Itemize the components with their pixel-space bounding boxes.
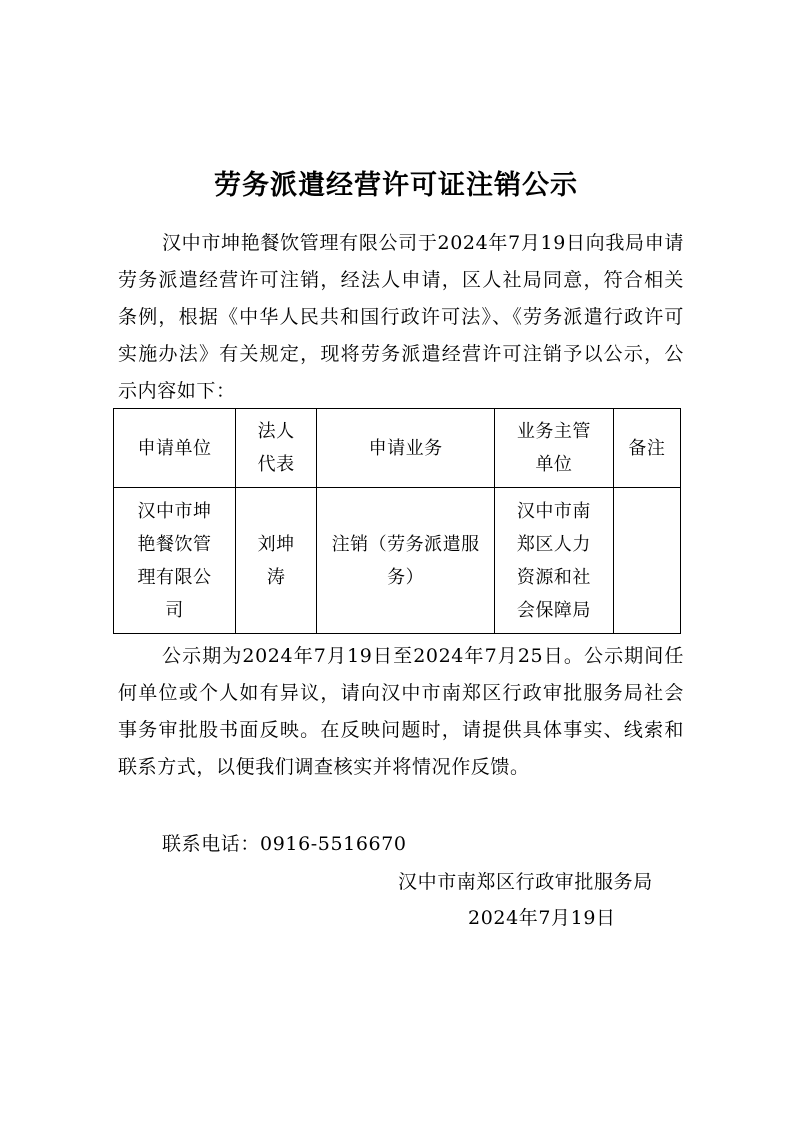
document-title: 劳务派遣经营许可证注销公示: [214, 170, 578, 201]
intro-paragraph: 汉中市坤艳餐饮管理有限公司于2024年7月19日向我局申请劳务派遣经营许可注销，经法人申请，区人社局同意，符合相关条例，根据《中华人民共和国行政许可法》、《劳务派遣行政许可实施办法》有关规定，现将劳务派遣经营许可注销予以公示，公示内容如下：: [118, 232, 684, 402]
header-applicant: 申请单位: [114, 409, 236, 488]
cell-remarks: [613, 488, 680, 634]
header-business: 申请业务: [317, 409, 495, 488]
info-table: [113, 408, 681, 634]
notice-paragraph: 公示期为2024年7月19日至2024年7月25日。公示期间任何单位或个人如有异议，请向汉中市南郑区行政审批服务局社会事务审批股书面反映。在反映问题时，请提供具体事实、线索和联系方式，以便我们调查核实并将情况作反馈。: [118, 645, 684, 778]
signature-org: 汉中市南郑区行政审批服务局: [398, 871, 653, 893]
header-legal-rep: 法人代表: [236, 409, 317, 488]
cell-business: 注销（劳务派遣服务）: [317, 488, 495, 634]
header-authority: 业务主管单位: [494, 409, 613, 488]
cell-authority: 汉中市南郑区人力资源和社会保障局: [494, 488, 613, 634]
table-row: [114, 488, 681, 634]
cell-applicant: 汉中市坤艳餐饮管理有限公司: [114, 488, 236, 634]
header-remarks: 备注: [613, 409, 680, 488]
contact-phone: 联系电话：0916-5516670: [162, 833, 407, 855]
signature-date: 2024年7月19日: [468, 907, 616, 929]
table-header-row: [114, 409, 681, 488]
cell-legal-rep: 刘坤涛: [236, 488, 317, 634]
